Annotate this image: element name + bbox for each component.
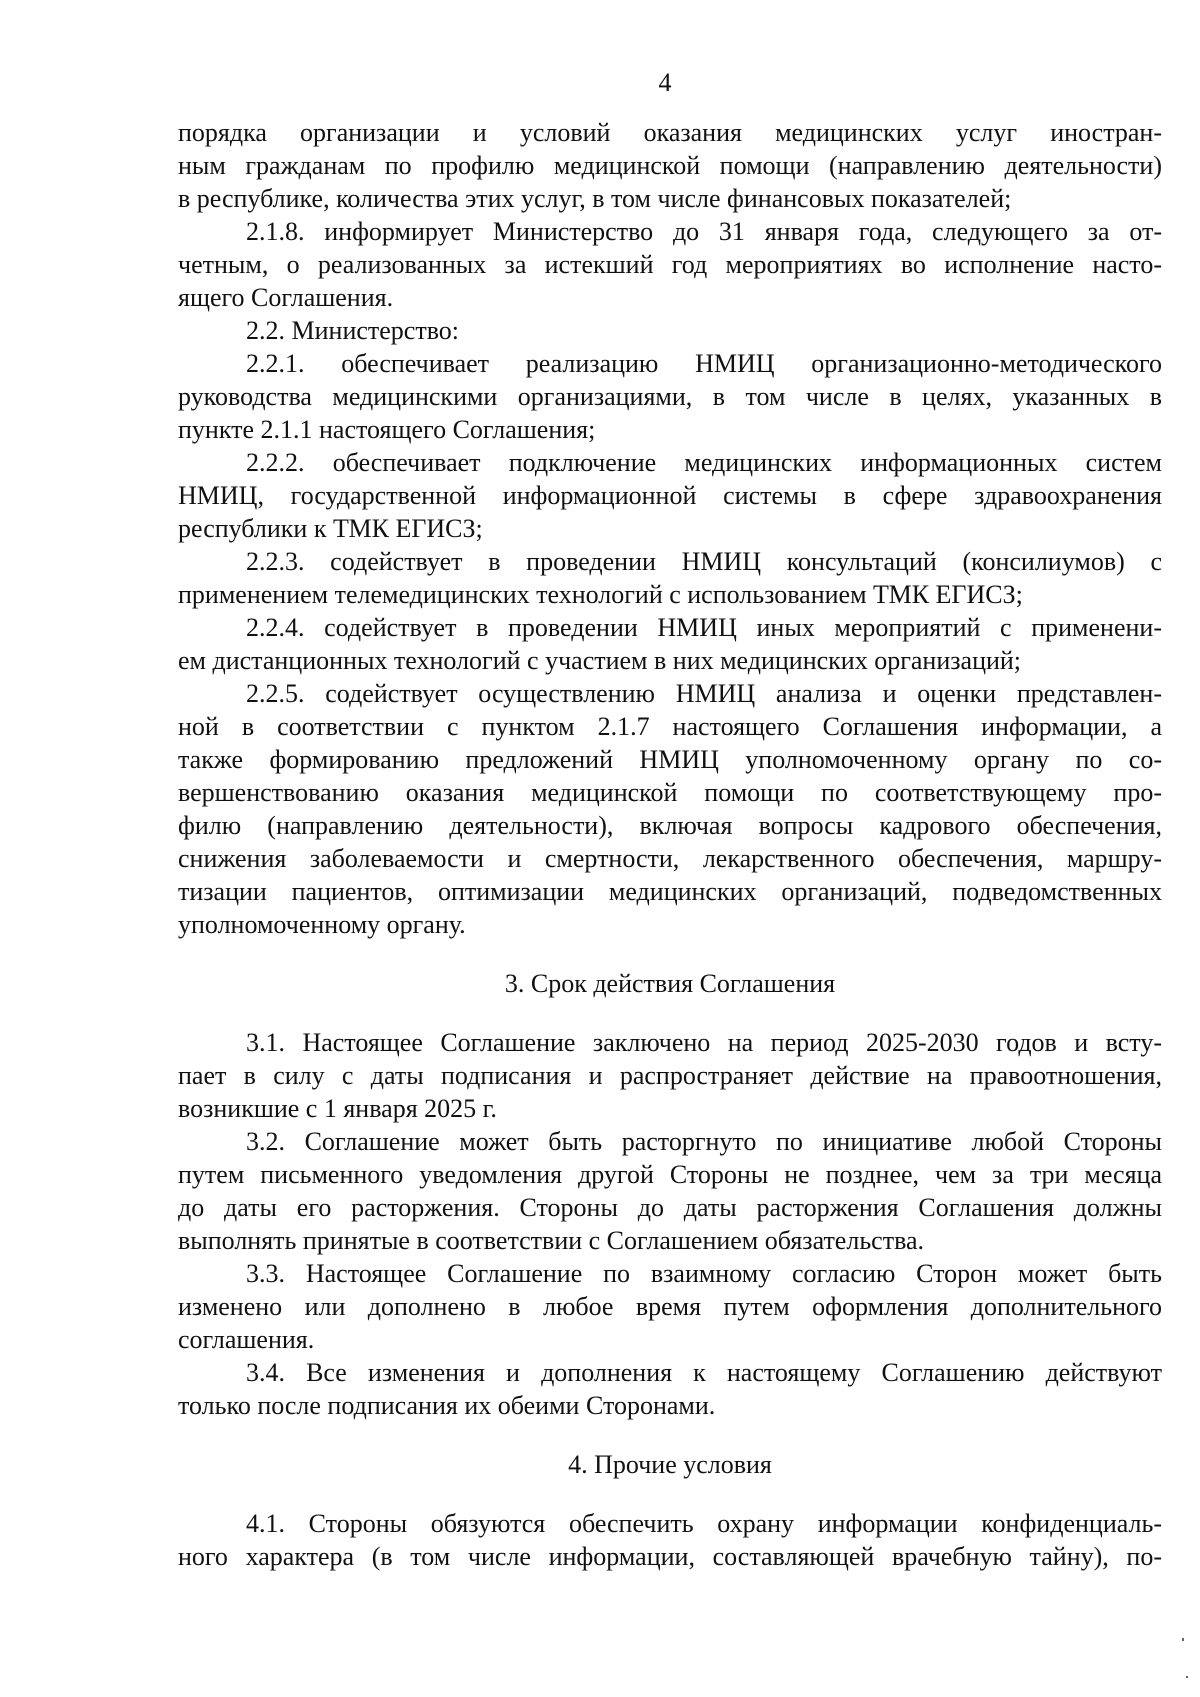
text-line: 2.2. Министерство: <box>246 316 460 345</box>
text-line: ящего Соглашения. <box>178 283 394 312</box>
text-line: пункте 2.1.1 настоящего Соглашения; <box>178 415 596 444</box>
scan-artifact <box>1182 1638 1184 1641</box>
text-line: ного характера (в том числе информации, составляющей врачебную тайну), по- <box>178 1542 1162 1571</box>
text-line: 3.4. Все изменения и дополнения к настоящему Соглашению действуют <box>246 1358 1162 1387</box>
document-body <box>178 116 1162 1573</box>
text-line: 2.1.8. информирует Министерство до 31 января года, следующего за от- <box>246 217 1162 246</box>
text-line: 2.2.1. обеспечивает реализацию НМИЦ организационно-методического <box>246 349 1162 378</box>
text-line: ной в соответствии с пунктом 2.1.7 настоящего Соглашения информации, а <box>178 712 1162 741</box>
text-line: 2.2.2. обеспечивает подключение медицинских информационных систем <box>246 448 1162 477</box>
text-line: снижения заболеваемости и смертности, лекарственного обеспечения, маршру- <box>178 844 1162 873</box>
text-line: республики к ТМК ЕГИСЗ; <box>178 514 483 543</box>
text-line: 3.1. Настоящее Соглашение заключено на период 2025-2030 годов и всту- <box>246 1028 1162 1057</box>
text-line: путем письменного уведомления другой Стороны не позднее, чем за три месяца <box>178 1160 1162 1189</box>
text-line: пает в силу с даты подписания и распространяет действие на правоотношения, <box>178 1061 1162 1090</box>
text-line: НМИЦ, государственной информационной системы в сфере здравоохранения <box>178 481 1162 510</box>
text-line: 2.2.5. содействует осуществлению НМИЦ анализа и оценки представлен- <box>246 679 1162 708</box>
text-line: 2.2.4. содействует в проведении НМИЦ иных мероприятий с применени- <box>246 613 1162 642</box>
text-line: ным гражданам по профилю медицинской помощи (направлению деятельности) <box>178 151 1162 180</box>
text-line: 3.3. Настоящее Соглашение по взаимному согласию Сторон может быть <box>246 1259 1162 1288</box>
scan-artifact <box>1186 1676 1188 1678</box>
text-line: филю (направлению деятельности), включая вопросы кадрового обеспечения, <box>178 811 1162 840</box>
text-line: ем дистанционных технологий с участием в них медицинских организаций; <box>178 646 1022 675</box>
text-line: в республике, количества этих услуг, в том числе финансовых показателей; <box>178 184 1012 213</box>
text-line: возникшие с 1 января 2025 г. <box>178 1094 497 1123</box>
text-line: применением телемедицинских технологий с использованием ТМК ЕГИСЗ; <box>178 580 1023 609</box>
text-line: выполнять принятые в соответствии с Соглашением обязательства. <box>178 1226 925 1255</box>
text-line: изменено или дополнено в любое время путем оформления дополнительного <box>178 1292 1162 1321</box>
text-line: только после подписания их обеими Сторонами. <box>178 1391 716 1420</box>
text-line: четным, о реализованных за истекший год мероприятиях во исполнение насто- <box>178 250 1162 279</box>
page-number: 4 <box>658 68 672 97</box>
text-line: 4.1. Стороны обязуются обеспечить охрану информации конфиденциаль- <box>246 1509 1162 1538</box>
text-line: уполномоченному органу. <box>178 910 466 939</box>
text-line: 2.2.3. содействует в проведении НМИЦ консультаций (консилиумов) с <box>246 547 1162 576</box>
text-line: соглашения. <box>178 1325 315 1354</box>
text-line: порядка организации и условий оказания медицинских услуг иностран- <box>178 118 1162 147</box>
text-line: тизации пациентов, оптимизации медицинских организаций, подведомственных <box>178 877 1162 906</box>
text-line: вершенствованию оказания медицинской помощи по соответствующему про- <box>178 778 1162 807</box>
section-heading: 3. Срок действия Соглашения <box>504 969 836 998</box>
text-line: 3.2. Соглашение может быть расторгнуто по инициативе любой Стороны <box>246 1127 1162 1156</box>
text-line: руководства медицинскими организациями, в том числе в целях, указанных в <box>178 382 1162 411</box>
text-line: до даты его расторжения. Стороны до даты расторжения Соглашения должны <box>178 1193 1162 1222</box>
section-heading: 4. Прочие условия <box>568 1450 772 1479</box>
text-line: также формированию предложений НМИЦ уполномоченному органу по со- <box>178 745 1162 774</box>
